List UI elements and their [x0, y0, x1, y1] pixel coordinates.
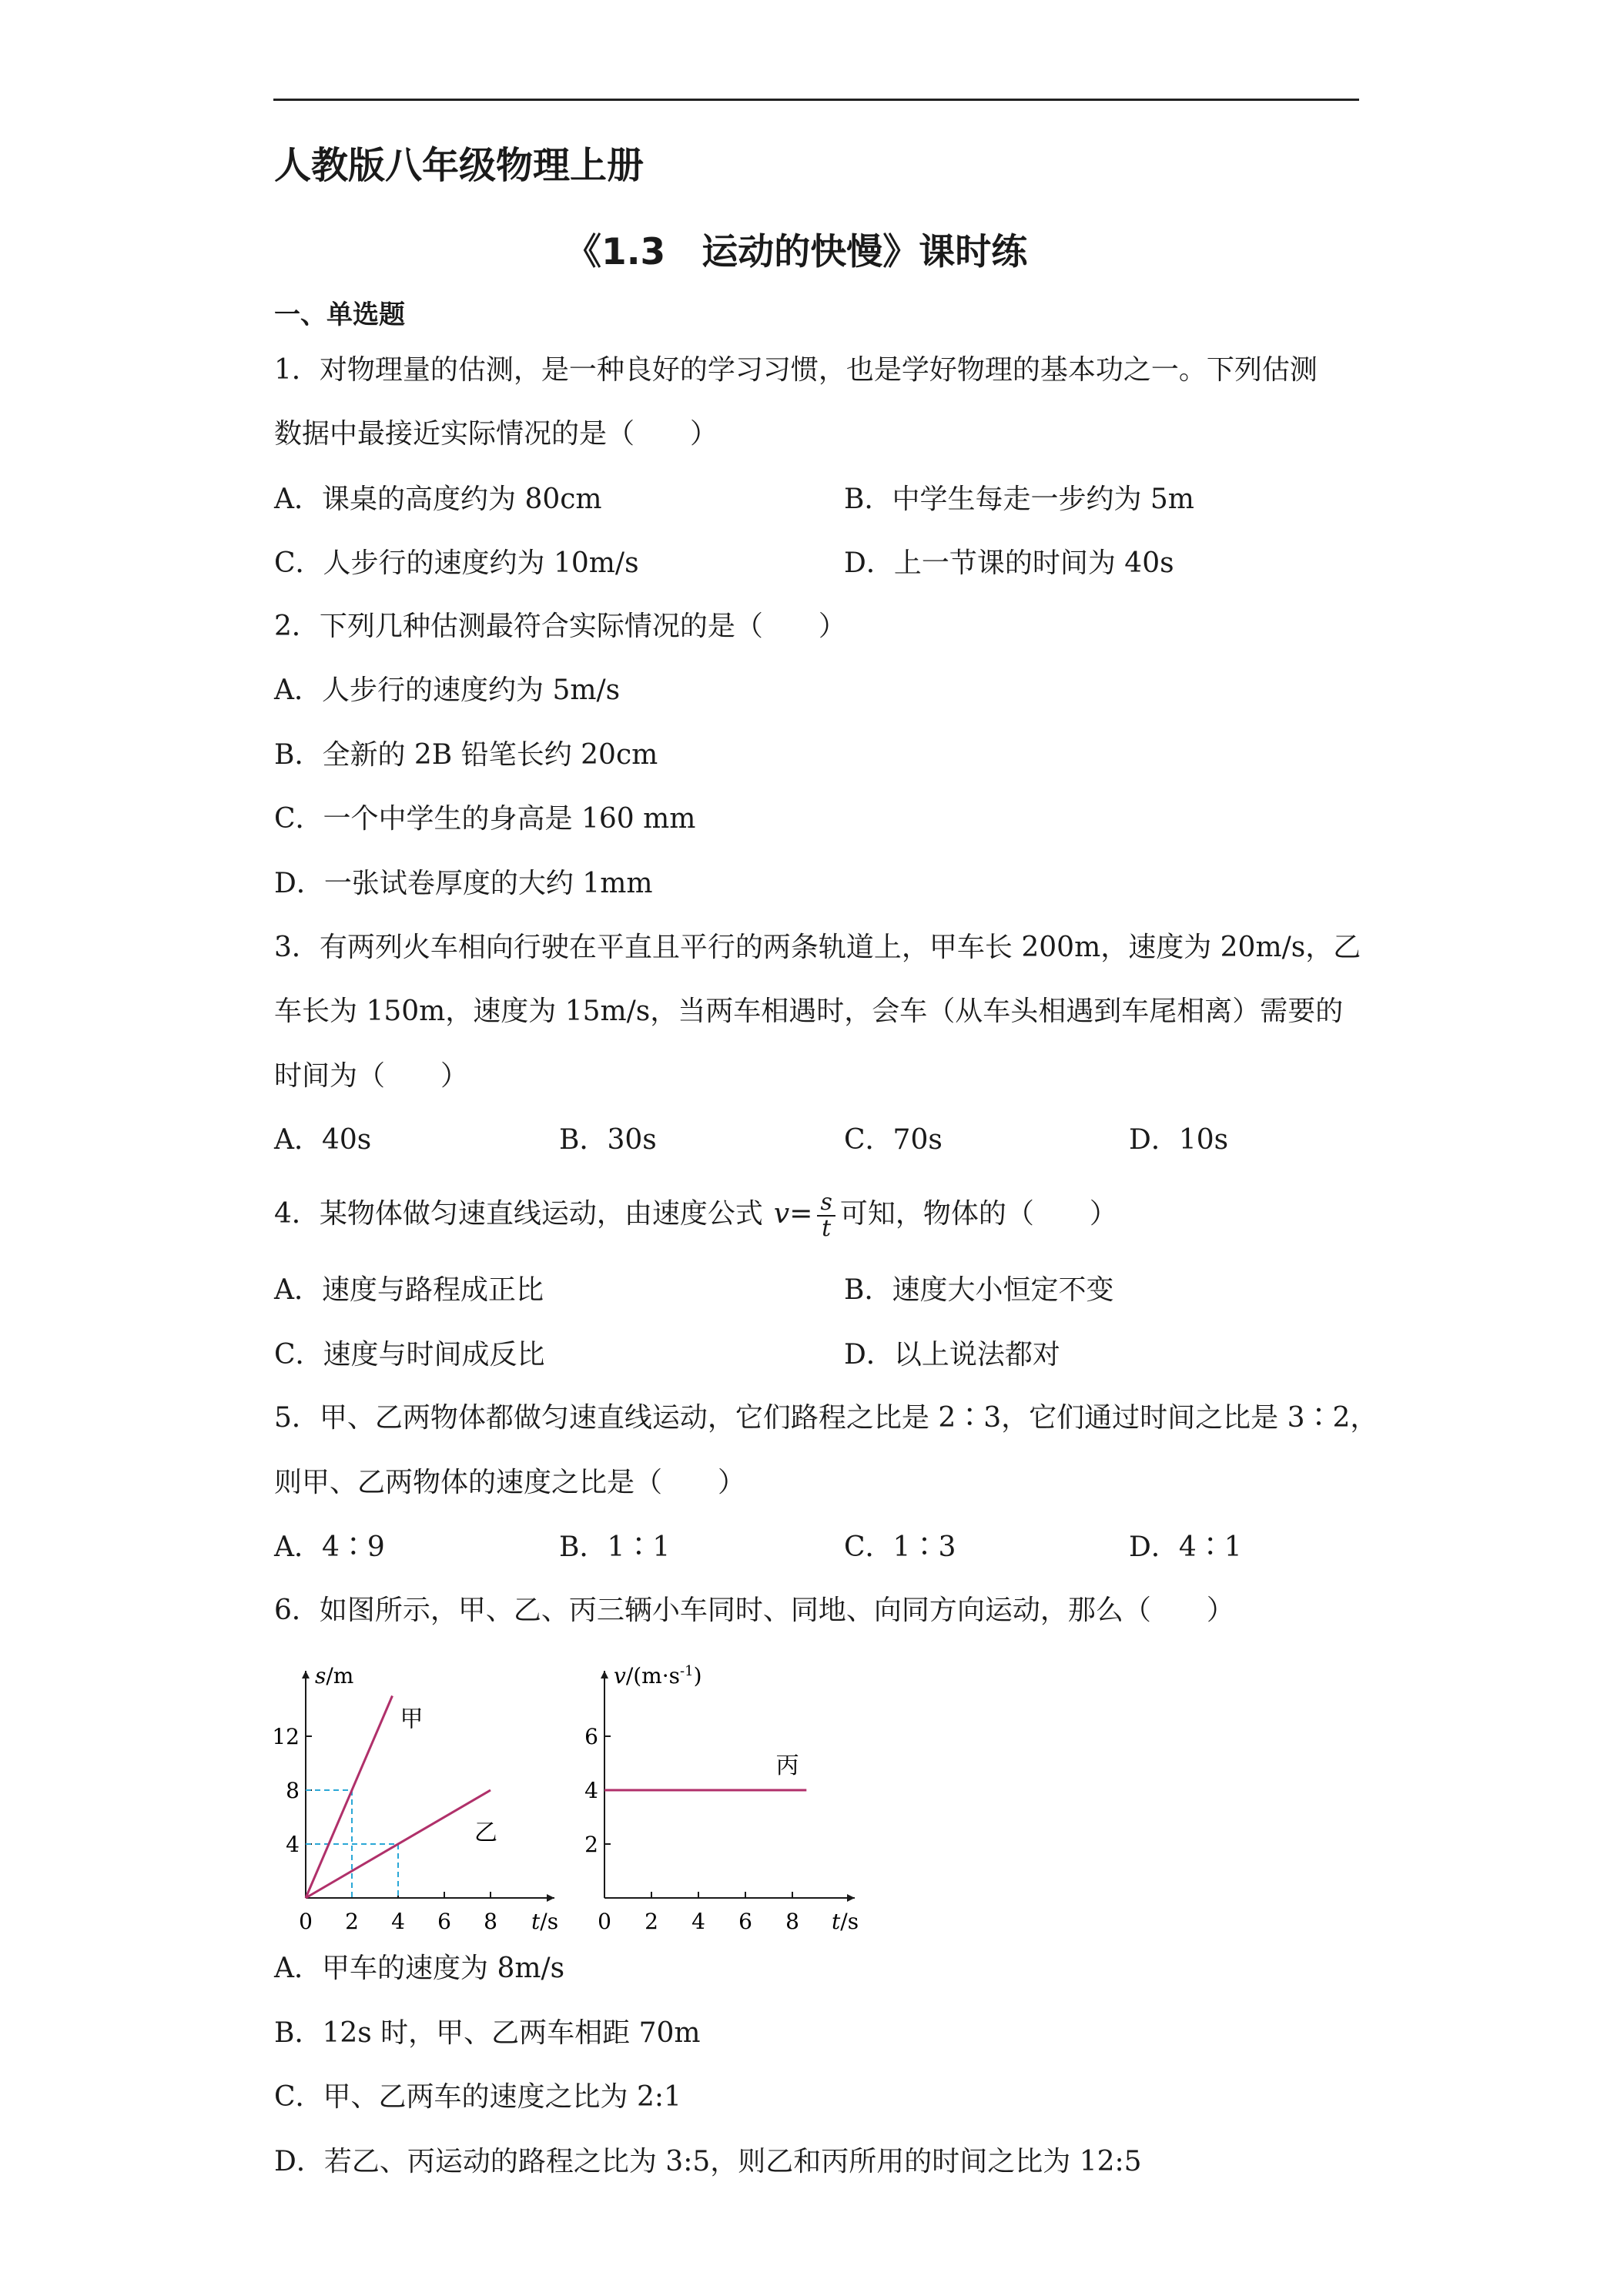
question-6-stem: 6．如图所示，甲、乙、丙三辆小车同时、同地、向同方向运动，那么（ ）: [274, 1595, 1234, 1626]
question-5-stem-line-2: 则甲、乙两物体的速度之比是（ ）: [274, 1467, 746, 1498]
question-5-option-a[interactable]: A．4∶9: [274, 1531, 385, 1563]
question-6-option-c[interactable]: C．甲、乙两车的速度之比为 2:1: [274, 2081, 681, 2113]
question-1-stem-line-1: 1．对物理量的估测，是一种良好的学习习惯，也是学好物理的基本功之一。下列估测: [274, 354, 1318, 386]
question-1-stem-line-2: 数据中最接近实际情况的是（ ）: [274, 418, 718, 450]
y-tick-label: 6: [584, 1724, 598, 1749]
series-label: 甲: [400, 1705, 424, 1733]
question-5-option-b[interactable]: B．1∶1: [559, 1531, 671, 1563]
question-3-option-d[interactable]: D．10s: [1129, 1124, 1229, 1156]
question-4-option-b[interactable]: B．速度大小恒定不变: [844, 1274, 1114, 1306]
y-tick-label: 8: [286, 1778, 300, 1803]
question-1-option-c[interactable]: C．人步行的速度约为 10m/s: [274, 547, 639, 579]
question-3-stem-line-3: 时间为（ ）: [274, 1060, 469, 1092]
question-4-option-c[interactable]: C．速度与时间成反比: [274, 1339, 545, 1371]
s-t-graph: [272, 1663, 558, 1934]
question-5-stem-line-1: 5．甲、乙两物体都做匀速直线运动，它们路程之比是 2∶3，它们通过时间之比是 3∶2，: [274, 1402, 1378, 1434]
question-3-option-a[interactable]: A．40s: [274, 1124, 372, 1156]
question-1-option-d[interactable]: D．上一节课的时间为 40s: [844, 547, 1174, 579]
section-title: 一、单选题: [274, 300, 405, 330]
series-line-jia: [306, 1696, 393, 1899]
lesson-title: 《1.3 运动的快慢》课时练: [565, 231, 1028, 273]
question-6-option-d[interactable]: D．若乙、丙运动的路程之比为 3:5，则乙和丙所用的时间之比为 12:5: [274, 2146, 1142, 2177]
question-1-option-b[interactable]: B．中学生每走一步约为 5m: [844, 484, 1194, 515]
y-tick-label: 2: [584, 1832, 598, 1857]
series-label: 丙: [775, 1752, 799, 1779]
question-2-option-a[interactable]: A．人步行的速度约为 5m/s: [274, 674, 621, 706]
y-axis-label: s/m: [315, 1663, 354, 1689]
question-5-option-c[interactable]: C．1∶3: [844, 1531, 956, 1563]
y-tick-label: 12: [272, 1724, 300, 1749]
v-t-graph: [584, 1663, 859, 1934]
x-tick-label: 8: [484, 1909, 497, 1934]
question-3-stem-line-2: 车长为 150m，速度为 15m/s，当两车相遇时，会车（从车头相遇到车尾相离）需要的: [274, 996, 1344, 1027]
x-tick-label: 4: [391, 1909, 405, 1934]
question-3-option-b[interactable]: B．30s: [559, 1124, 657, 1156]
question-1-option-a[interactable]: A．课桌的高度约为 80cm: [274, 484, 602, 515]
question-6-figure: [0, 1648, 1624, 1940]
question-6-option-a[interactable]: A．甲车的速度为 8m/s: [274, 1953, 565, 1984]
series-title: 人教版八年级物理上册: [274, 144, 645, 187]
question-2-stem: 2．下列几种估测最符合实际情况的是（ ）: [274, 611, 846, 642]
formula-velocity-symbol: v: [773, 1198, 790, 1230]
x-tick-label: 0: [299, 1909, 313, 1934]
y-tick-label: 4: [584, 1778, 598, 1803]
x-tick-label: 2: [345, 1909, 359, 1934]
header-rule: [273, 99, 1359, 101]
question-3-stem-line-1: 3．有两列火车相向行驶在平直且平行的两条轨道上，甲车长 200m，速度为 20m/s，乙: [274, 932, 1361, 963]
y-tick-label: 4: [286, 1832, 300, 1857]
x-tick-label: 0: [598, 1909, 611, 1934]
question-2-option-d[interactable]: D．一张试卷厚度的大约 1mm: [274, 868, 653, 899]
x-axis-label: t/s: [832, 1909, 859, 1934]
x-tick-label: 6: [738, 1909, 752, 1934]
y-axis-label: $v/(m\cdot s^{-1})$: [614, 1663, 702, 1689]
x-tick-label: 8: [785, 1909, 799, 1934]
formula-fraction: $\frac{s}{t}$: [817, 1190, 835, 1241]
x-tick-label: 2: [645, 1909, 658, 1934]
question-3-option-c[interactable]: C．70s: [844, 1124, 943, 1156]
question-4-stem: 4．某物体做匀速直线运动，由速度公式 v= $\frac{s}{t}$ 可知，物体的（ ）: [274, 1189, 1117, 1242]
question-5-option-d[interactable]: D．4∶1: [1129, 1531, 1242, 1563]
x-tick-label: 4: [691, 1909, 705, 1934]
x-tick-label: 6: [437, 1909, 451, 1934]
question-2-option-b[interactable]: B．全新的 2B 铅笔长约 20cm: [274, 739, 658, 771]
x-axis-label: t/s: [531, 1909, 559, 1934]
question-2-option-c[interactable]: C．一个中学生的身高是 160 mm: [274, 803, 696, 835]
question-4-option-a[interactable]: A．速度与路程成正比: [274, 1274, 544, 1306]
series-label: 乙: [474, 1819, 497, 1846]
question-6-option-b[interactable]: B．12s 时，甲、乙两车相距 70m: [274, 2017, 701, 2049]
question-4-option-d[interactable]: D．以上说法都对: [844, 1339, 1060, 1371]
